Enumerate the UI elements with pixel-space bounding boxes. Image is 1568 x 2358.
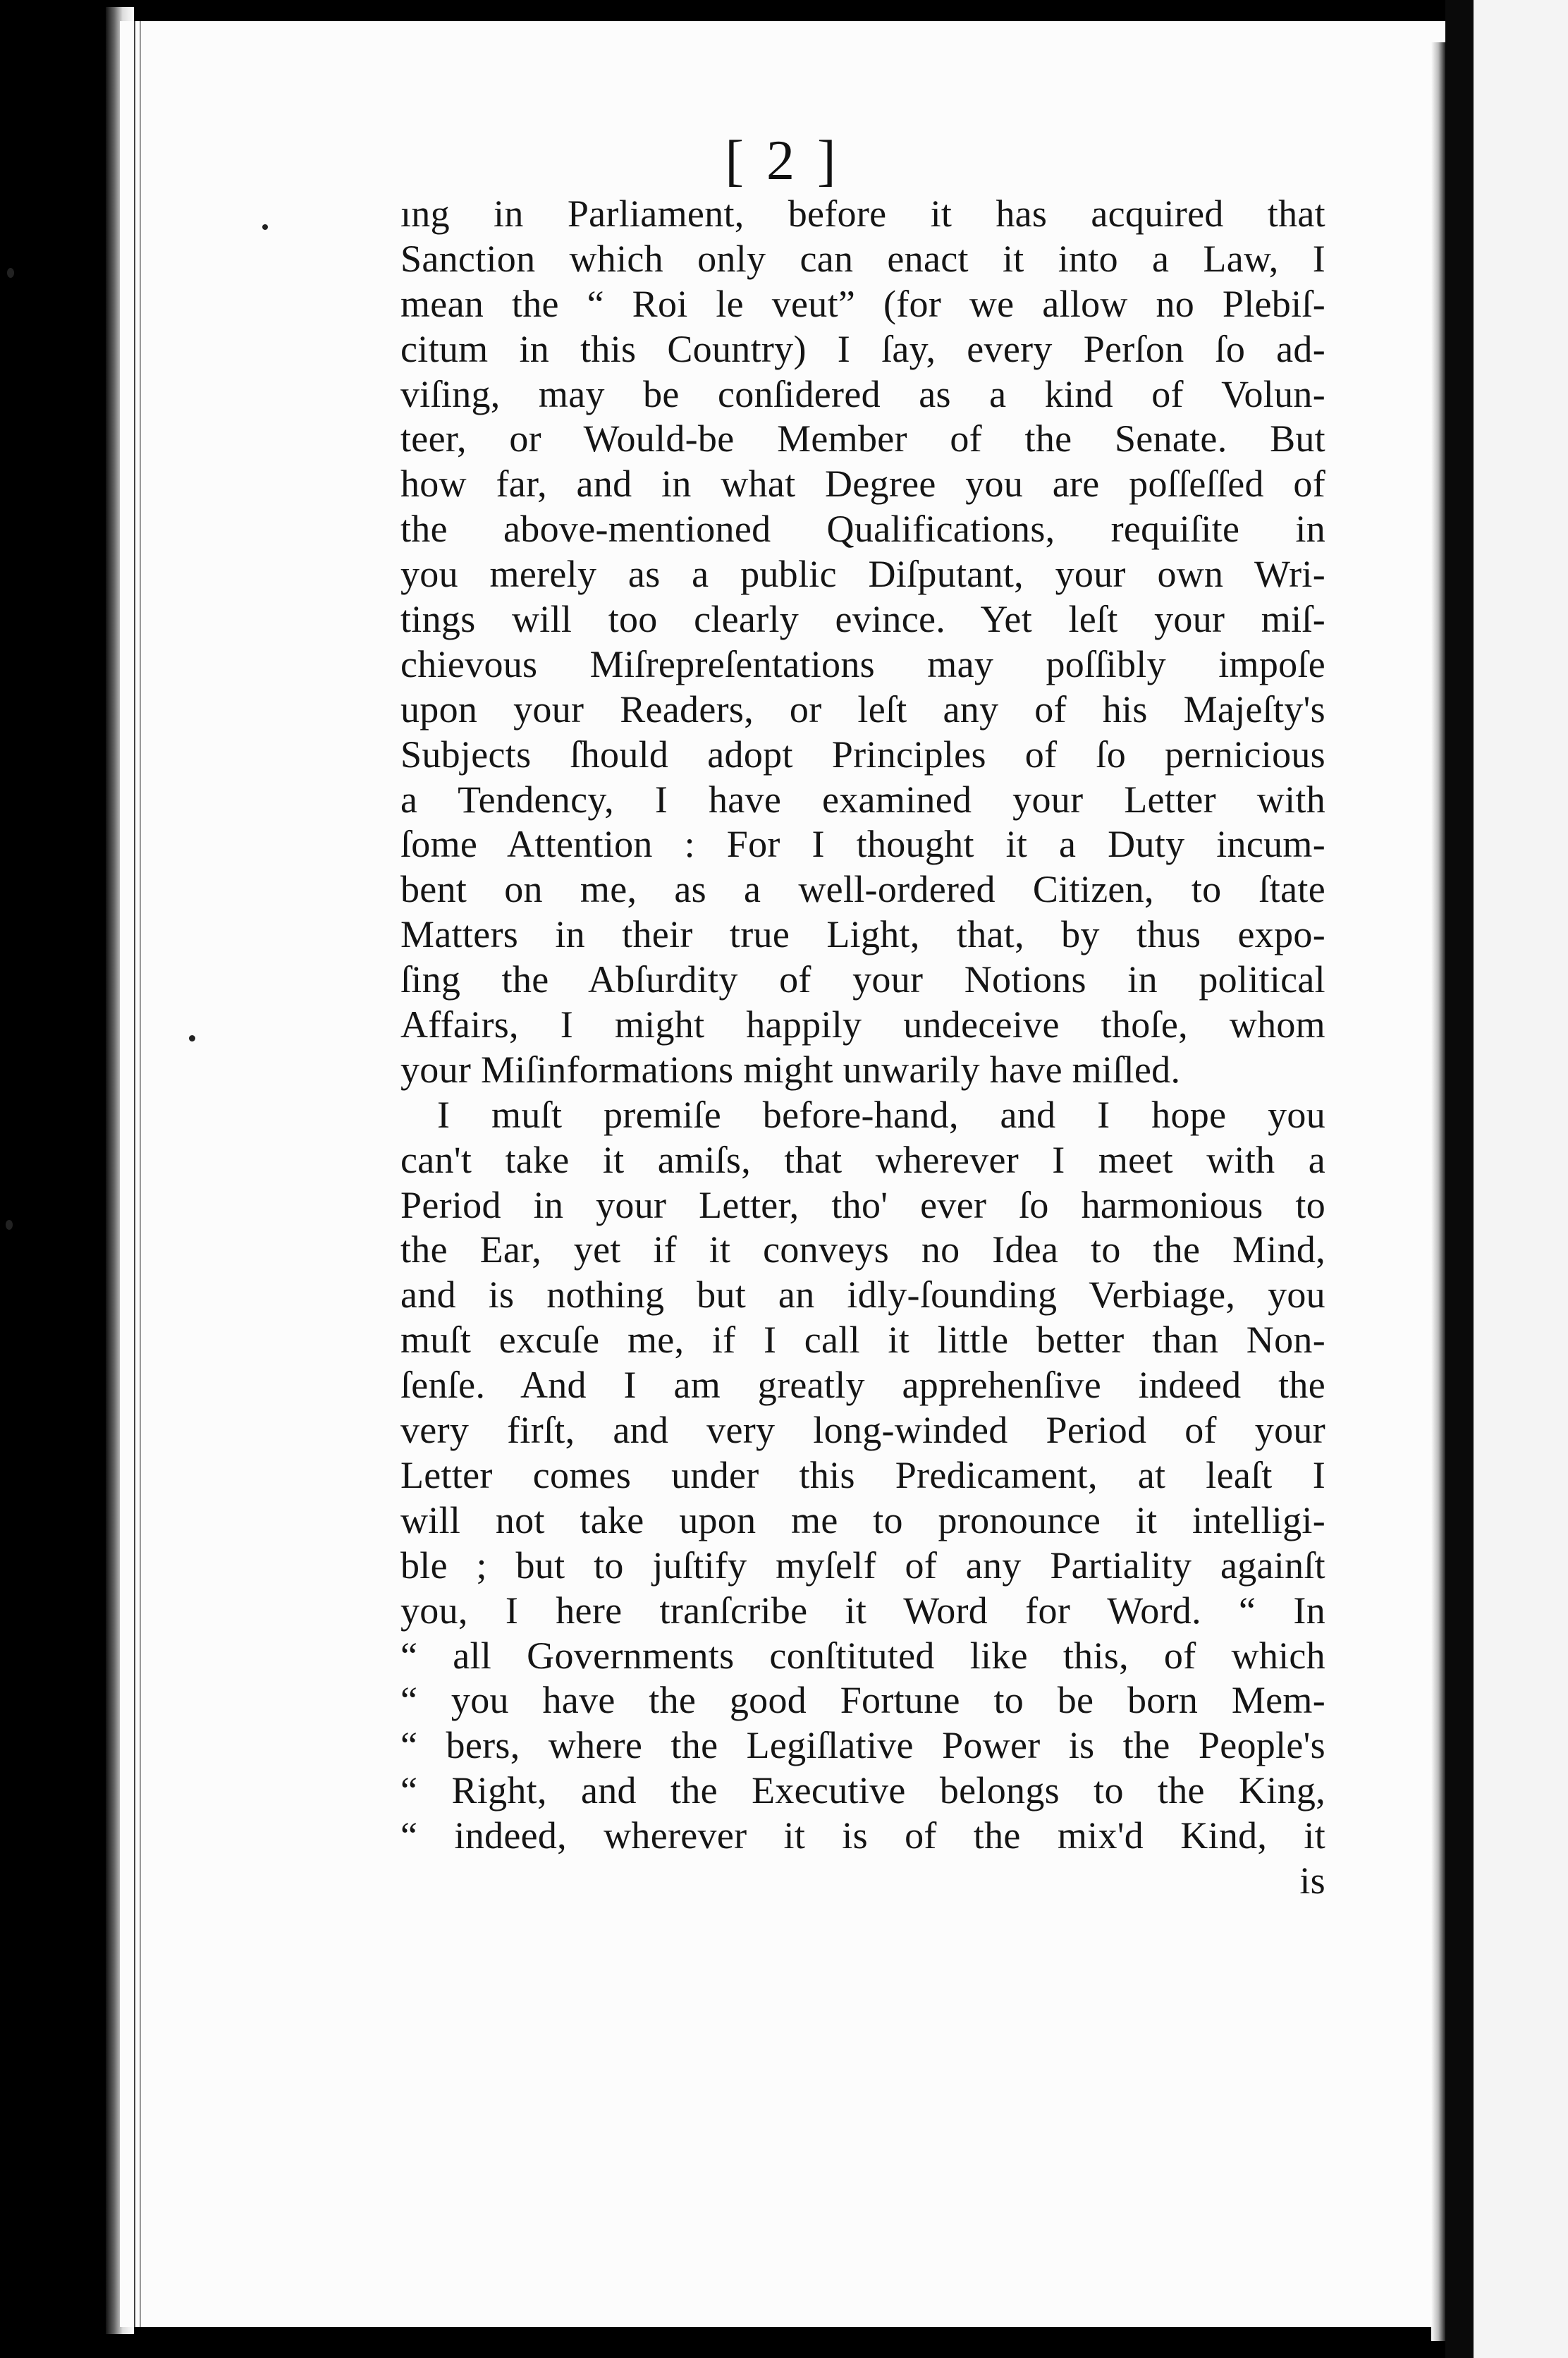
text-line: bent on me, as a well-ordered Citizen, to ſtate	[400, 868, 1325, 911]
page-number-header: [ 2 ]	[725, 130, 840, 192]
ink-speck	[6, 1220, 13, 1230]
text-line: Matters in their true Light, that, by thus expo-	[400, 913, 1325, 956]
ink-speck	[262, 224, 268, 230]
text-line: “ bers, where the Legiſlative Power is the People's	[400, 1724, 1325, 1767]
text-line: upon your Readers, or leſt any of his Majeſty's	[400, 688, 1325, 731]
text-line: mean the “ Roi le veut” (for we allow no Plebiſ-	[400, 282, 1325, 325]
text-line: “ all Governments conſtituted like this, of which	[400, 1634, 1325, 1677]
text-line: citum in this Country) I ſay, every Perſon ſo ad-	[400, 327, 1325, 370]
text-line: viſing, may be conſidered as a kind of Volun-	[400, 372, 1325, 415]
text-line: teer, or Would-be Member of the Senate. But	[400, 417, 1325, 460]
text-line: Affairs, I might happily undeceive thoſe, whom	[400, 1003, 1325, 1046]
text-line: a Tendency, I have examined your Letter with	[400, 778, 1325, 821]
ink-speck	[189, 1035, 195, 1041]
text-line: muſt excuſe me, if I call it little better than Non-	[400, 1319, 1325, 1362]
text-line: “ you have the good Fortune to be born Mem-	[400, 1679, 1325, 1722]
catchword: is	[1299, 1859, 1325, 1902]
text-line: can't take it amiſs, that wherever I meet with a	[400, 1138, 1325, 1181]
text-line: the Ear, yet if it conveys no Idea to the Mind,	[400, 1228, 1325, 1271]
text-line: how far, and in what Degree you are poſſeſſed of	[400, 463, 1325, 506]
text-line: Period in your Letter, tho' ever ſo harmonious to	[400, 1183, 1325, 1226]
text-line: ſome Attention : For I thought it a Duty incum-	[400, 823, 1325, 866]
facing-page-shadow	[1445, 0, 1474, 2358]
text-line: “ indeed, wherever it is of the mix'd Kind, it	[400, 1814, 1325, 1857]
text-line: Sanction which only can enact it into a Law, I	[400, 237, 1325, 280]
text-line: and is nothing but an idly-ſounding Verbiage, you	[400, 1273, 1325, 1317]
text-line: ble ; but to juſtify myſelf of any Partiality againſt	[400, 1544, 1325, 1587]
page-edge-lines	[134, 21, 141, 2327]
text-line: Letter comes under this Predicament, at leaſt I	[400, 1453, 1325, 1496]
text-line: you merely as a public Diſputant, your own Wri-	[400, 553, 1325, 596]
text-line: chievous Miſrepreſentations may poſſibly impoſe	[400, 642, 1325, 685]
ink-speck	[7, 268, 14, 278]
text-line: ıng in Parliament, before it has acquired that	[400, 193, 1325, 235]
text-line: the above-mentioned Qualifications, requiſite in	[400, 508, 1325, 551]
text-line: ſing the Abſurdity of your Notions in political	[400, 958, 1325, 1001]
text-line: Subjects ſhould adopt Principles of ſo pernicious	[400, 733, 1325, 776]
text-line: tings will too clearly evince. Yet leſt your miſ-	[400, 598, 1325, 641]
text-line: very firſt, and very long-winded Period of your	[400, 1409, 1325, 1452]
text-line: ſenſe. And I am greatly apprehenſive indeed the	[400, 1364, 1325, 1407]
page-right-shadow	[1431, 42, 1445, 2341]
body-text	[400, 192, 1325, 1904]
facing-page	[1474, 0, 1568, 2358]
text-line: I muſt premiſe before-hand, and I hope you	[437, 1093, 1325, 1136]
text-line: “ Right, and the Executive belongs to the King,	[400, 1769, 1325, 1812]
text-line: your Miſinformations might unwarily have miſled.	[400, 1048, 1181, 1091]
text-line: you, I here tranſcribe it Word for Word. “ In	[400, 1589, 1325, 1632]
text-line: will not take upon me to pronounce it intelligi-	[400, 1498, 1325, 1541]
